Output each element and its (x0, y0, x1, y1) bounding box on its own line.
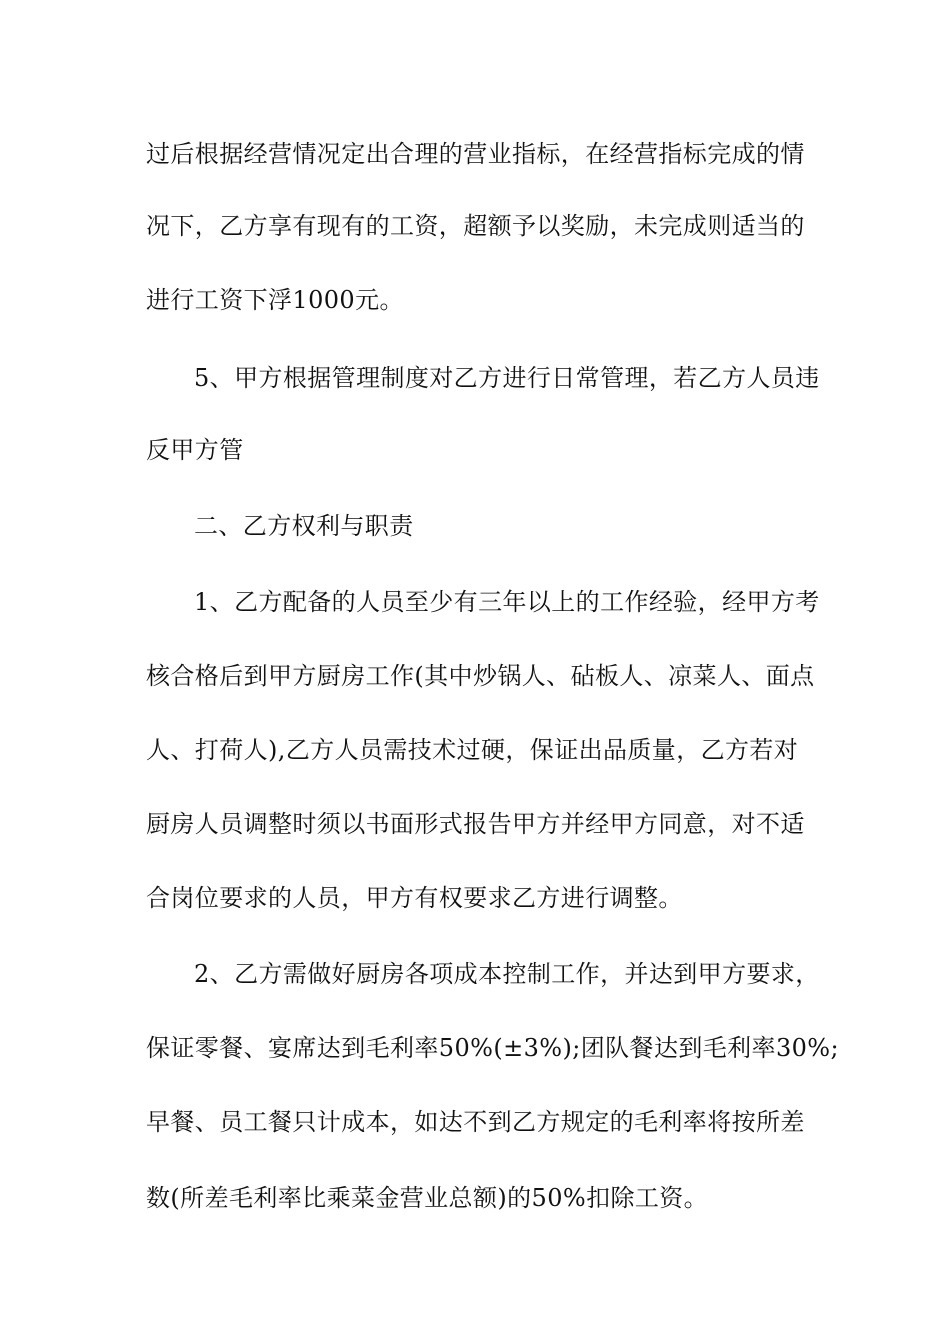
paragraph-1-start: 1、乙方配备的人员至少有三年以上的工作经验，经甲方考 (194, 588, 820, 616)
section-heading: 二、乙方权利与职责 (194, 512, 414, 540)
text-line: 反甲方管 (146, 436, 244, 464)
text-line: 合岗位要求的人员，甲方有权要求乙方进行调整。 (146, 884, 683, 912)
text-line: 保证零餐、宴席达到毛利率50%(±3%);团队餐达到毛利率30%; (146, 1034, 839, 1062)
paragraph-2-start: 2、乙方需做好厨房各项成本控制工作，并达到甲方要求， (194, 960, 820, 988)
text-line: 数(所差毛利率比乘菜金营业总额)的50%扣除工资。 (146, 1184, 709, 1212)
text-line: 况下，乙方享有现有的工资，超额予以奖励，未完成则适当的 (146, 212, 805, 240)
text-line: 过后根据经营情况定出合理的营业指标，在经营指标完成的情 (146, 140, 805, 168)
text-line: 进行工资下浮1000元。 (146, 286, 404, 314)
text-line: 早餐、员工餐只计成本，如达不到乙方规定的毛利率将按所差 (146, 1108, 805, 1136)
paragraph-5-start: 5、甲方根据管理制度对乙方进行日常管理，若乙方人员违 (194, 364, 820, 392)
text-line: 核合格后到甲方厨房工作(其中炒锅人、砧板人、凉菜人、面点 (146, 662, 815, 690)
text-line: 厨房人员调整时须以书面形式报告甲方并经甲方同意，对不适 (146, 810, 805, 838)
text-line: 人、打荷人),乙方人员需技术过硬，保证出品质量，乙方若对 (146, 736, 799, 764)
